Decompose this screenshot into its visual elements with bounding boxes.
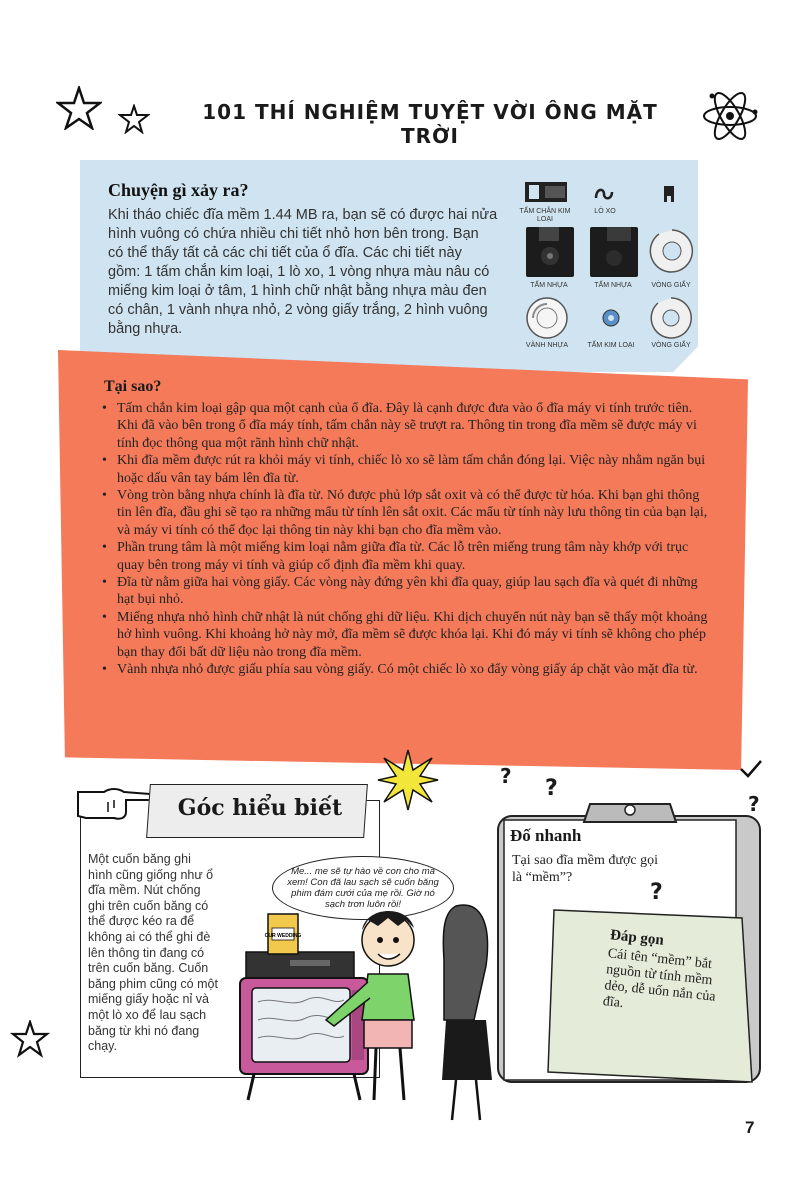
part-label: TẤM NHỰA <box>530 282 568 289</box>
question-mark-icon: ? <box>650 880 663 905</box>
star-icon <box>118 104 150 134</box>
part-label: LÒ XO <box>594 208 616 215</box>
spring-icon <box>593 184 617 204</box>
knowledge-corner-title: Góc hiểu biết <box>177 795 343 821</box>
knowledge-corner-text: Một cuốn băng ghi hình cũng giống như ổ đĩa mềm. Nút chống ghi trên cuốn băng có thể được kéo ra để không ai có thể ghi đè lên thông tin đang có trên cuốn băng. Cuốn băng phim cũng có một miếng giấy hoặc nỉ và một lò xo để lau sạch băng từ khi nó đang chạy. <box>88 852 218 1054</box>
metal-hub-icon <box>601 308 621 328</box>
part-label: VÒNG GIẤY <box>651 282 691 289</box>
page-header-title: 101 THÍ NGHIỆM TUYỆT VỜI ÔNG MẶT TRỜI <box>202 100 658 148</box>
question-mark-icon: ? <box>545 776 558 801</box>
question-mark-icon: ? <box>748 792 760 816</box>
why-item: • Vành nhựa nhỏ được giấu phía sau vòng giấy. Có một chiếc lò xo đẩy vòng giấy áp chặt vào mặt đĩa từ. <box>100 661 710 678</box>
tape-label: OUR WEDDING <box>264 933 302 939</box>
part-label: TẤM KIM LOẠI <box>587 342 635 349</box>
why-title: Tại sao? <box>104 378 162 395</box>
paper-ring-icon <box>649 228 695 274</box>
floppy-parts-diagram <box>515 178 695 358</box>
cartoon-illustration <box>230 870 500 1130</box>
why-item: • Khi đĩa mềm được rút ra khỏi máy vi tính, chiếc lò xo sẽ làm tấm chắn đóng lại. Việc này nhằm ngăn bụi hoặc dấu vân tay bám lên đĩa từ. <box>100 452 710 487</box>
quiz-title: Đố nhanh <box>510 826 582 845</box>
why-list <box>100 400 710 679</box>
burst-icon <box>376 748 440 812</box>
write-protect-tab-icon <box>661 184 677 204</box>
part-label: VÀNH NHỰA <box>525 342 569 349</box>
checkmark-icon <box>738 758 764 780</box>
part-label: TẤM NHỰA <box>594 282 632 289</box>
plastic-rim-icon <box>525 296 569 340</box>
atom-icon <box>700 90 760 142</box>
what-happens-text: Khi tháo chiếc đĩa mềm 1.44 MB ra, bạn sẽ có được hai nửa hình vuông có chứa nhiều chi tiết nhỏ hơn bên trong. Bạn có thể thấy tất cả các chi tiết của ổ đĩa. Các chi tiết này gồm: 1 tấm chắn kim loại, 1 lò xo, 1 vòng nhựa màu nâu có miếng kim loại ở tâm, 1 hình chữ nhật bằng nhựa màu đen có chân, 1 vành nhựa nhỏ, 2 vòng giấy trắng, 2 hình vuông bằng nhựa. <box>108 207 498 337</box>
speech-bubble: Me... me sẽ tự hào về con cho mà xem! Con đã lau sạch sẽ cuốn băng phim đám cưới của mẹ rồi. Giờ nó sạch trơn luôn rồi! <box>272 856 454 920</box>
quiz-question: Tại sao đĩa mềm được gọi là “mềm”? <box>512 853 659 885</box>
why-item: • Tấm chắn kim loại gập qua một cạnh của ổ đĩa. Đây là cạnh được đưa vào ổ đĩa máy vi tính trước tiên. Khi đã vào bên trong ổ đĩa máy tính, tấm chắn này sẽ trượt ra. Thông tin trong đĩa mềm sẽ được máy vi tính đọc thông qua một rãnh hình chữ nhật. <box>100 400 710 452</box>
why-item: • Miếng nhựa nhỏ hình chữ nhật là nút chống ghi dữ liệu. Khi dịch chuyển nút này bạn sẽ thấy một khoảng hở hình vuông. Khi khoảng hở này mở, đĩa mềm sẽ được khóa lại. Khi đó máy vi tính sẽ không cho phép bạn thay đổi bất dữ liệu nào trong đĩa mềm. <box>100 609 710 661</box>
what-happens-title: Chuyện gì xảy ra? <box>108 180 249 200</box>
star-icon <box>10 1020 50 1058</box>
plastic-case-icon <box>589 226 639 278</box>
page-number: 7 <box>745 1118 755 1137</box>
pointing-hand-icon <box>74 782 154 826</box>
part-label: VÒNG GIẤY <box>651 342 691 349</box>
plastic-case-icon <box>525 226 575 278</box>
metal-shutter-icon <box>523 178 569 206</box>
answer-text: Cái tên “mềm” bắt nguồn từ tính mềm dẻo, dễ uốn nắn của đĩa. <box>602 946 717 1012</box>
why-item: • Phần trung tâm là một miếng kim loại nằm giữa đĩa từ. Các lỗ trên miếng trung tâm này khớp với trục quay bên trong máy vi tính và giúp cố định đĩa mềm khi quay. <box>100 539 710 574</box>
part-label: TẤM CHẮN KIM LOẠI <box>519 208 571 223</box>
why-item: • Vòng tròn bằng nhựa chính là đĩa từ. Nó được phủ lớp sắt oxit và có thể được từ hóa. Khi bạn ghi thông tin lên đĩa, đầu ghi sẽ tạo ra những mẩu từ tính lên sắt oxit. Các mẩu từ tính này lưu thông tin của bạn lại, và máy vi tính có thể đọc lại thông tin này khi bạn cho đĩa mềm vào. <box>100 487 710 539</box>
answer-title: Đáp gọn <box>609 927 665 949</box>
why-item: • Đĩa từ nằm giữa hai vòng giấy. Các vòng này đứng yên khi đĩa quay, giúp lau sạch đĩa và quét đi những hạt bụi nhỏ. <box>100 574 710 609</box>
star-icon <box>56 86 102 130</box>
paper-ring-icon <box>649 296 693 340</box>
question-mark-icon: ? <box>500 764 512 788</box>
